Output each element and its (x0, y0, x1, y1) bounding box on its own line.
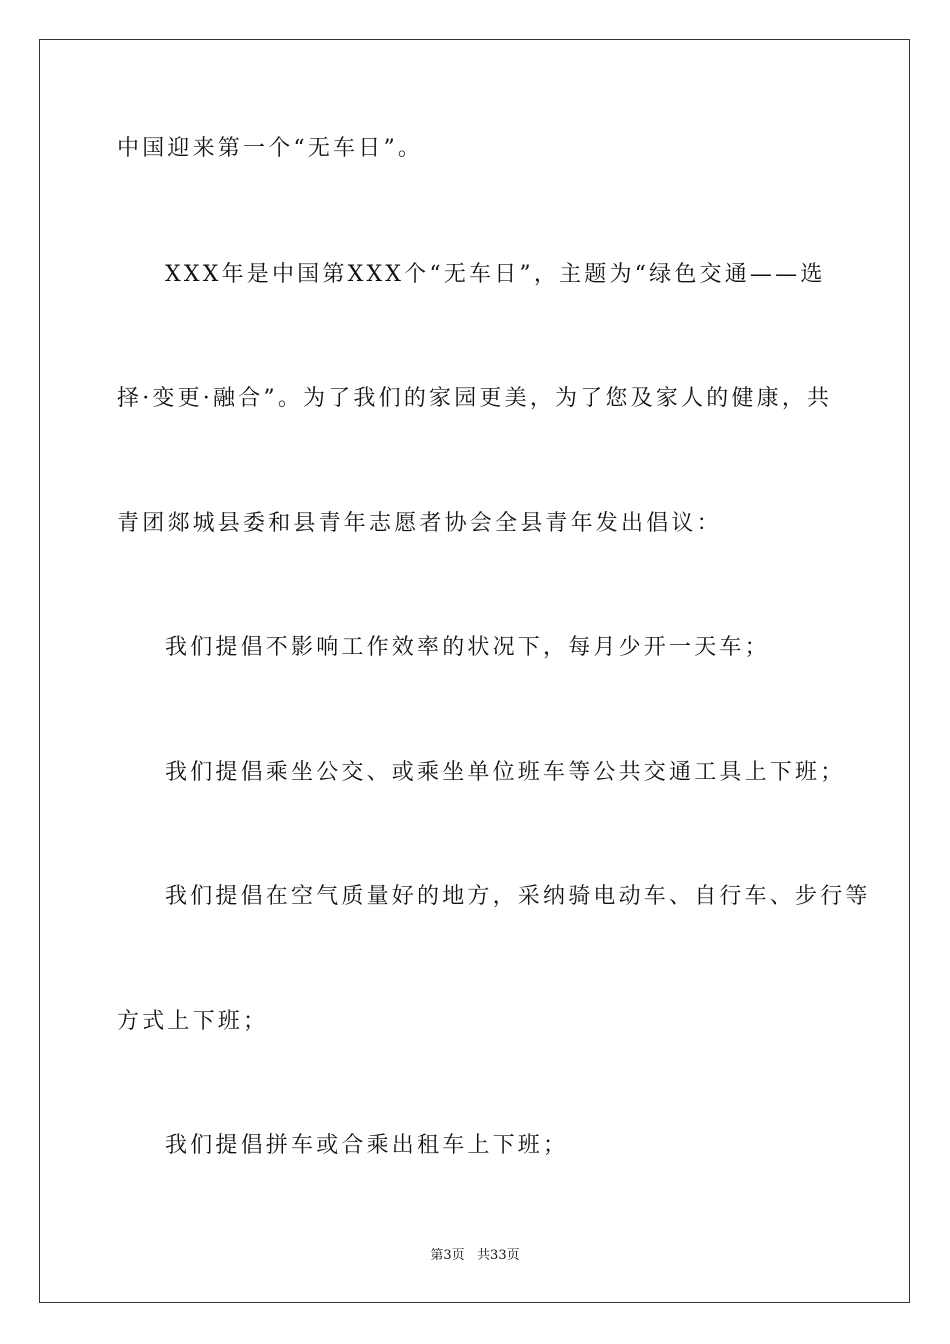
text-line-8: 方式上下班； (117, 1009, 269, 1034)
text-line-2: XXX年是中国第XXX个“无车日”，主题为“绿色交通——选 (165, 262, 826, 287)
text-line-7: 我们提倡在空气质量好的地方，采纳骑电动车、自行车、步行等 (165, 884, 871, 909)
text-line-9: 我们提倡拼车或合乘出租车上下班； (165, 1133, 569, 1158)
text-line-6: 我们提倡乘坐公交、或乘坐单位班车等公共交通工具上下班； (165, 760, 846, 785)
text-line-3: 择·变更·融合”。为了我们的家园更美，为了您及家人的健康，共 (117, 386, 833, 411)
text-line-5: 我们提倡不影响工作效率的状况下，每月少开一天车； (165, 635, 770, 660)
text-line-4: 青团郯城县委和县青年志愿者协会全县青年发出倡议： (117, 511, 722, 536)
text-line-1: 中国迎来第一个“无车日”。 (117, 136, 424, 161)
page-number-footer: 第3页 共33页 (430, 1248, 520, 1263)
page-border (39, 39, 910, 1303)
